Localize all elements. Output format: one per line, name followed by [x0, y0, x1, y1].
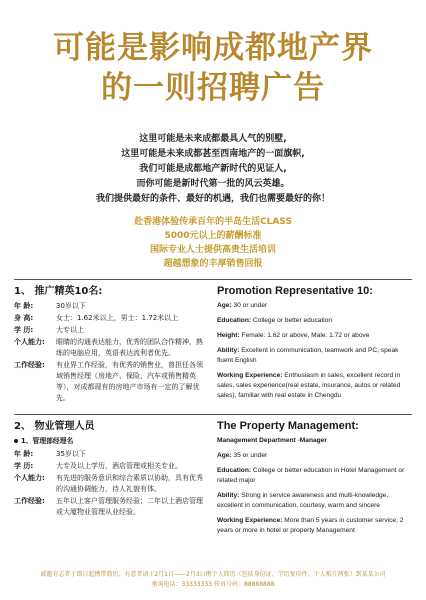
requirement-value: 眼睛的沟通表达能力，优秀的团队合作精神，熟练的电脑应用，英语表达流利者优先。	[56, 338, 203, 357]
section-1-english	[217, 286, 412, 406]
requirement-label-en: Age:	[216, 452, 232, 459]
requirement-row-en	[217, 301, 412, 311]
requirement-value: 女士：1.62米以上，男士：1.72米以上	[56, 314, 179, 322]
requirement-row	[14, 325, 209, 336]
intro-line: 我们提供最好的条件、最好的机遇，我们也需要最好的你！	[95, 194, 330, 204]
requirement-row	[14, 313, 209, 324]
requirement-value: 有先进的服务意识和综合素质以协助，具有优秀的沟通协调能力，待人礼貌有体。	[56, 474, 203, 493]
requirement-value-en: College or better education	[252, 317, 333, 324]
requirement-row-en	[217, 491, 412, 511]
requirement-label: 个人能力:	[14, 474, 45, 482]
intro-paragraph	[14, 132, 412, 207]
requirement-label-en: Ability:	[216, 347, 240, 354]
requirement-value: 大专以上	[56, 326, 84, 334]
requirement-label-en: Age:	[216, 302, 232, 309]
requirement-value-en: Enthusiasm in sales, excellent record in sales, sales experience(real estate, insurance, autos or related sales), familiar with real estate in Chengdu	[216, 372, 401, 399]
benefits-list	[14, 215, 412, 271]
bullet-icon	[14, 439, 18, 443]
requirement-label: 年 龄:	[14, 302, 34, 310]
footer-line: 诚邀有志者于即日起携带简历，有意者请于2月1日——2月3日携个人简历（包括身份证、学历复印件、个人相片两张）到某某公司	[40, 571, 386, 578]
section-1-chinese	[14, 286, 209, 406]
requirement-label: 工作经验:	[14, 497, 45, 505]
requirement-row-en	[217, 331, 412, 341]
requirement-row-en	[217, 346, 412, 366]
requirement-row	[14, 461, 209, 472]
intro-line: 这里可能是未来成都最具人气的别墅,	[139, 134, 287, 144]
section-2-title: 2、 物业管理人员	[14, 421, 95, 432]
section-2-subtitle	[14, 436, 209, 447]
benefit-item: 赴香港体验传承百年的半岛生活CLASS	[134, 217, 292, 227]
section-2	[14, 421, 412, 541]
requirement-row	[14, 360, 209, 404]
requirement-label-en: Working Experience:	[216, 517, 283, 524]
section-2-en-title: The Property Management:	[216, 420, 359, 432]
intro-line: 而你可能是新时代第一批的风云英雄。	[136, 179, 290, 189]
requirement-label: 学 历:	[14, 462, 34, 470]
requirement-label: 年 龄:	[14, 450, 34, 458]
requirement-row	[14, 449, 209, 460]
requirement-label-en: Education:	[216, 467, 252, 474]
intro-line: 我们可能是成都地产新时代的见证人,	[139, 164, 287, 174]
footer-line: 垂询电话：33333333 传真号码：88888888	[151, 581, 275, 588]
headline	[14, 0, 412, 108]
requirement-row	[14, 301, 209, 312]
requirement-label-en: Education:	[216, 317, 252, 324]
requirement-row-en	[217, 516, 412, 536]
headline-line-2: 的一则招聘广告	[101, 70, 325, 106]
intro-line: 这里可能是未来成都甚至西南地产的一面旗帜,	[121, 149, 305, 159]
section-2-english	[217, 421, 412, 541]
section-1-en-title: Promotion Representative 10:	[216, 285, 373, 297]
requirement-value: 30岁以下	[56, 302, 86, 310]
benefit-item: 国际专业人士提供高贵生活培训	[149, 245, 276, 255]
requirement-label-en: Working Experience:	[216, 372, 283, 379]
requirement-row-en	[217, 316, 412, 326]
requirement-label: 工作经验:	[14, 361, 45, 369]
section-2-en-subtitle	[217, 436, 412, 446]
benefit-item: 5000元以上的薪酬标准	[164, 231, 262, 241]
requirement-label: 学 历:	[14, 326, 34, 334]
requirement-row	[14, 337, 209, 359]
requirement-value: 大专及以上学历，酒店管理或相关专业。	[56, 462, 182, 470]
section-1-title: 1、 推广精英10名:	[14, 286, 103, 297]
section-1	[14, 286, 412, 406]
section-2-chinese	[14, 421, 209, 541]
requirement-value-en: 30 or under	[233, 302, 268, 309]
headline-line-1: 可能是影响成都地产界	[53, 30, 373, 66]
divider	[14, 279, 412, 280]
requirement-label: 个人能力:	[14, 338, 45, 346]
requirement-row	[14, 496, 209, 518]
requirement-value-en: More than 5 years in customer service, 2 years or more in hotel or property Management	[216, 517, 404, 534]
footer-contact	[14, 570, 412, 590]
benefit-item: 超越想象的丰厚销售回报	[163, 259, 263, 269]
divider	[14, 414, 412, 415]
requirement-value: 五年以上客户管理服务经验；二年以上酒店管理或大厦物业管理从业经验。	[56, 497, 203, 516]
requirement-value-en: 35 or under	[233, 452, 268, 459]
requirement-row	[14, 473, 209, 495]
requirement-label-en: Height:	[216, 332, 240, 339]
requirement-row-en	[217, 466, 412, 486]
requirement-value-en: College or better education in Hotel Management or related major	[216, 467, 405, 484]
requirement-value: 有业界工作经验，有优秀的销售业，曾担任各领域销售经理（房地产、保险、汽车或销售精英等），对成都现有的房地产市场有一定的了解优先。	[56, 361, 203, 402]
requirement-row-en	[217, 451, 412, 461]
requirement-value: 35岁以下	[56, 450, 86, 458]
section-2-subtitle-text: 1、管理部经理名	[21, 437, 74, 445]
section-2-en-subtitle-text: Management Department -Manager	[216, 437, 327, 444]
requirement-value-en: Strong in service awareness and multi-knowledge, excellent in communication, courtesy, warm and sincere	[216, 492, 389, 509]
requirement-row-en	[217, 371, 412, 401]
requirement-label: 身 高:	[14, 314, 34, 322]
requirement-value-en: Excellent in communication, teamwork and PC, speak fluent English	[216, 347, 399, 364]
requirement-value-en: Female: 1.62 or above, Male: 1.72 or above	[241, 332, 370, 339]
requirement-label-en: Ability:	[216, 492, 240, 499]
